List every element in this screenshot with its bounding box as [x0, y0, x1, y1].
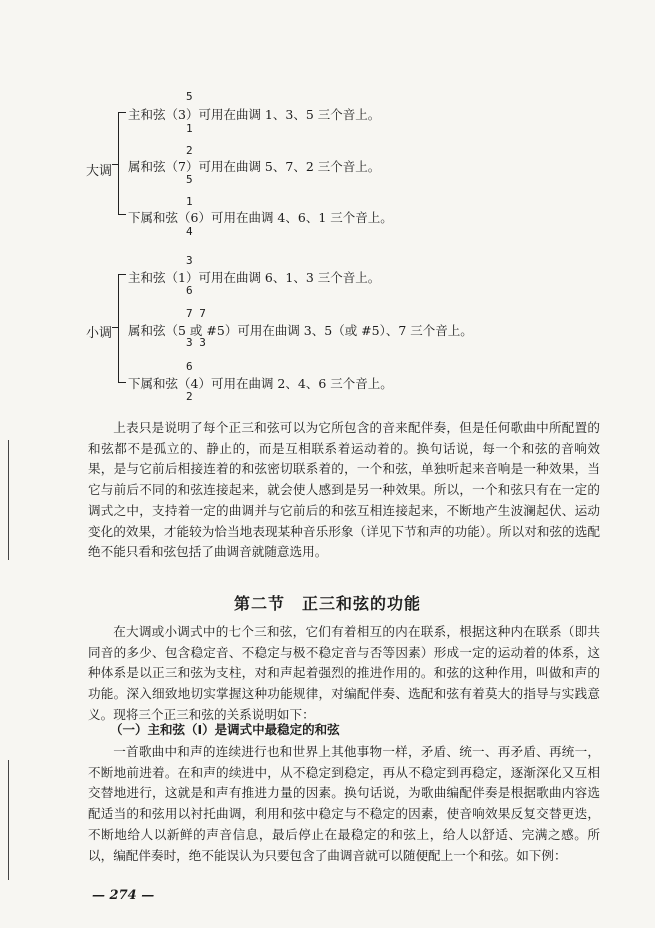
chord-note-top: 7 7 [186, 307, 206, 320]
minor-brace [118, 274, 127, 382]
major-brace-top [118, 112, 126, 113]
tonic-function-paragraph: 一首歌曲中和声的连续进行也和世界上其他事物一样，矛盾、统一、再矛盾、再统一，不断地前进着。在和声的续进中，从不稳定到稳定，再从不稳定到再稳定，逐渐深化又互相交替地进行，这就是和声有推进力量的因素。换句话说，为歌曲编配伴奏是根据歌曲内容选配适当的和弦用以衬托曲调，利用和弦中稳定与不稳定的因素，使音响效果反复交替更迭，不断地给人以新鲜的声音信息，最后停止在最稳定的和弦上，给人以舒适、完满之感。所以，编配伴奏时，绝不能误认为只要包含了曲调音就可以随便配上一个和弦。如下例： [88, 744, 600, 863]
minor-subdominant-row: 下属和弦（4）可用在曲调 2、4、6 三个音上。 [128, 376, 393, 391]
chord-note-top: 6 [186, 360, 193, 373]
major-subdominant-row: 下属和弦（6）可用在曲调 4、6、1 三个音上。 [128, 210, 393, 225]
chord-note-bottom: 3 3 [186, 336, 206, 349]
chord-note-bottom: 2 [186, 390, 193, 403]
minor-brace-middle [112, 327, 118, 328]
minor-brace-top [118, 274, 126, 275]
chord-note-top: 1 [186, 195, 193, 208]
major-tonic-row: 主和弦（3）可用在曲调 1、3、5 三个音上。 [128, 107, 381, 122]
chord-note-top: 2 [186, 144, 193, 157]
intro-paragraph: 在大调或小调式中的七个三和弦，它们有着相互的内在联系，根据这种内在联系（即共同音的多少、包含稳定音、不稳定与极不稳定音与否等因素）形成一定的运动着的体系，这种体系是以正三和弦为支柱，对和声起着强烈的推进作用的。和弦的这种作用，叫做和声的功能。深入细致地切实掌握这种功能规律，对编配伴奏、选配和弦有着莫大的指导与实践意义。现将三个正三和弦的关系说明如下： [88, 624, 600, 722]
section-heading: 第二节 正三和弦的功能 [233, 594, 421, 613]
chord-note-bottom: 4 [186, 225, 193, 238]
major-brace-bottom [118, 214, 126, 215]
minor-key-label: 小调 [86, 326, 113, 341]
chord-note-top: 3 [186, 254, 193, 267]
page-number: — 274 — [92, 888, 155, 903]
major-brace-middle [112, 164, 118, 165]
chord-note-top: 5 [186, 90, 193, 103]
minor-brace-bottom [118, 382, 126, 383]
major-dominant-row: 属和弦（7）可用在曲调 5、7、2 三个音上。 [128, 159, 381, 174]
scan-margin-line [8, 440, 9, 560]
explanation-paragraph: 上表只是说明了每个正三和弦可以为它所包含的音来配伴奏，但是任何歌曲中所配置的和弦都不是孤立的、静止的，而是互相联系着运动着的。换句话说，每一个和弦的音响效果，是与它前后相接连着的和弦密切联系着的，一个和弦，单独听起来音响是一种效果，当它与前后不同的和弦连接起来，就会使人感到是另一种效果。所以，一个和弦只有在一定的调式之中，支持着一定的曲调并与它前后的和弦互相连接起来，不断地产生波澜起伏、运动变化的效果，才能较为恰当地表现某种音乐形象（详见下节和声的功能）。所以对和弦的选配绝不能只看和弦包括了曲调音就随意选用。 [88, 420, 600, 560]
minor-tonic-row: 主和弦（1）可用在曲调 6、1、3 三个音上。 [128, 270, 381, 285]
major-key-label: 大调 [86, 164, 113, 179]
major-brace [118, 112, 127, 214]
minor-dominant-row: 属和弦（5 或 #5）可用在曲调 3、5（或 #5）、7 三个音上。 [128, 323, 473, 338]
subsection-heading: （一）主和弦（Ⅰ）是调式中最稳定的和弦 [110, 722, 340, 737]
chord-note-bottom: 5 [186, 173, 193, 186]
scan-margin-line [8, 760, 9, 880]
chord-note-bottom: 1 [186, 122, 193, 135]
chord-note-bottom: 6 [186, 284, 193, 297]
